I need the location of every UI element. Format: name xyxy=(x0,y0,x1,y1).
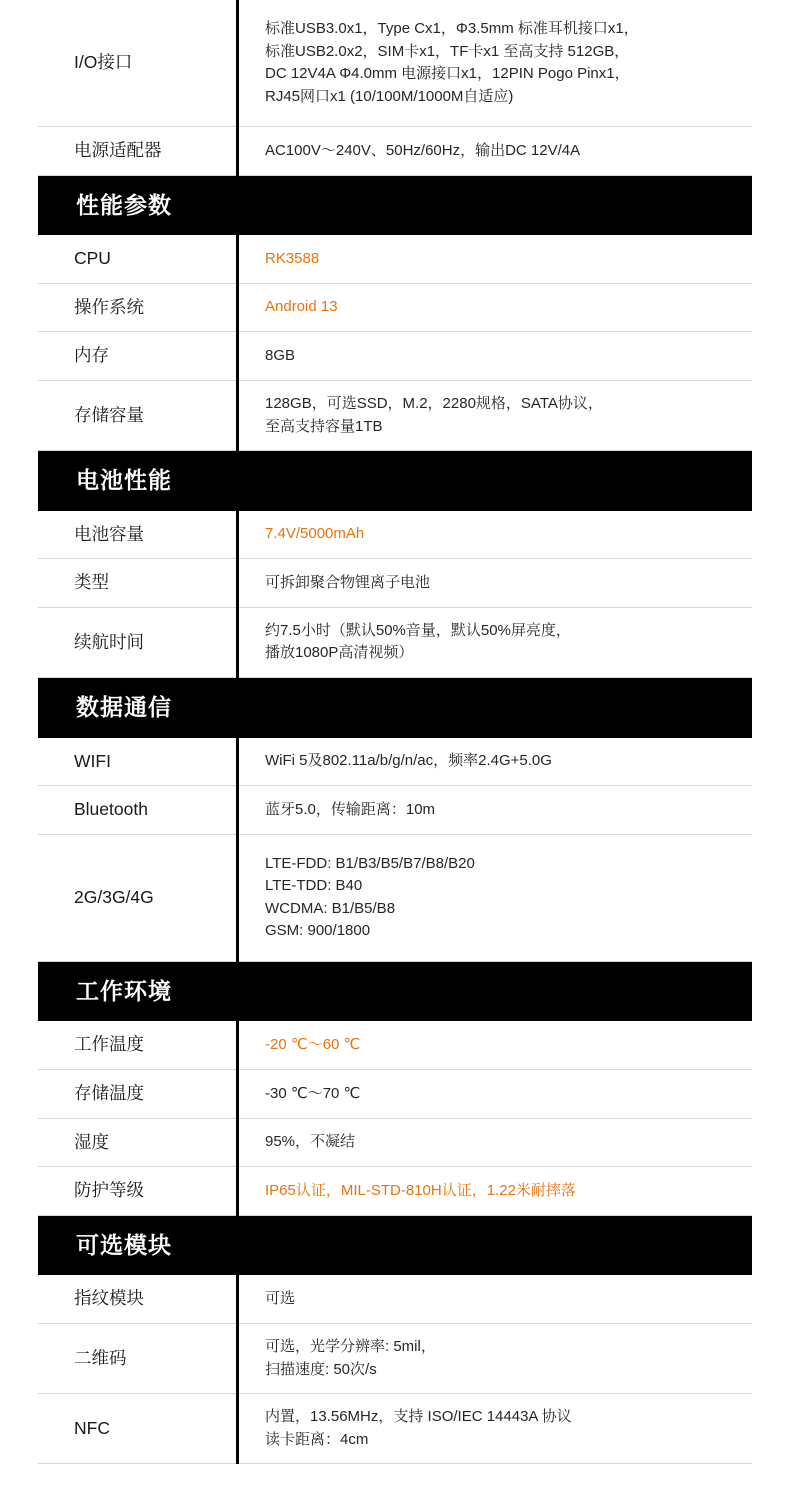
section-header-row xyxy=(38,677,752,737)
spec-label: 湿度 xyxy=(38,1118,236,1167)
spec-value xyxy=(239,0,752,127)
spec-value xyxy=(239,235,752,283)
section-header-row xyxy=(38,1215,752,1275)
spec-row xyxy=(38,332,752,381)
spec-value xyxy=(239,559,752,608)
spec-label: 防护等级 xyxy=(38,1167,236,1216)
spec-value xyxy=(239,1021,752,1069)
section-header-cell xyxy=(38,677,752,737)
spec-row xyxy=(38,0,752,127)
specification-table-body xyxy=(38,0,752,1464)
spec-value-line: 播放1080P高清视频） xyxy=(265,644,414,662)
spec-value-line: GSM: 900/1800 xyxy=(265,922,371,940)
spec-value xyxy=(239,1275,752,1323)
spec-label: 电源适配器 xyxy=(38,127,236,176)
spec-value-line: 7.4V/5000mAh xyxy=(265,525,365,543)
spec-value-line: -20 ℃～60 ℃ xyxy=(265,1035,361,1053)
spec-label: 类型 xyxy=(38,559,236,608)
specification-table xyxy=(38,0,752,1464)
spec-value xyxy=(239,511,752,559)
spec-value-line: 标准USB2.0x2，SIM卡x1，TF卡x1 至高支持 512GB， xyxy=(265,42,630,60)
section-header-row xyxy=(38,451,752,511)
spec-label: 指纹模块 xyxy=(38,1275,236,1323)
spec-row xyxy=(38,607,752,677)
spec-value-line: AC100V～240V、50Hz/60Hz，输出DC 12V/4A xyxy=(265,141,581,159)
section-title: 电池性能 xyxy=(76,467,172,494)
spec-value-line: LTE-TDD: B40 xyxy=(265,877,363,895)
spec-row xyxy=(38,381,752,451)
spec-value-line: Android 13 xyxy=(265,298,338,316)
section-header-row xyxy=(38,175,752,235)
spec-label: 二维码 xyxy=(38,1324,236,1394)
spec-row xyxy=(38,1021,752,1069)
spec-label: WIFI xyxy=(38,738,236,786)
spec-value-line: RK3588 xyxy=(265,249,320,267)
spec-label: 内存 xyxy=(38,332,236,381)
spec-value-line: 128GB，可选SSD，M.2，2280规格，SATA协议， xyxy=(265,395,603,413)
spec-value xyxy=(239,1324,752,1394)
spec-value-line: RJ45网口x1 (10/100M/1000M自适应) xyxy=(265,87,514,105)
spec-value-line: 可选，光学分辨率: 5mil， xyxy=(265,1338,436,1356)
spec-value-line: 读卡距离：4cm xyxy=(265,1430,369,1448)
section-title: 数据通信 xyxy=(76,693,172,720)
spec-value-line: 可选 xyxy=(265,1290,296,1308)
section-header-cell xyxy=(38,451,752,511)
spec-row xyxy=(38,1070,752,1119)
spec-value xyxy=(239,786,752,835)
spec-value-line: 约7.5小时（默认50%音量，默认50%屏亮度， xyxy=(265,621,571,639)
spec-label: 操作系统 xyxy=(38,283,236,332)
spec-label: CPU xyxy=(38,235,236,283)
spec-value-line: 8GB xyxy=(265,347,296,365)
section-header-row xyxy=(38,961,752,1021)
section-header-cell xyxy=(38,961,752,1021)
section-header-cell xyxy=(38,175,752,235)
spec-row xyxy=(38,127,752,176)
section-header-cell xyxy=(38,1215,752,1275)
spec-value-line: WCDMA: B1/B5/B8 xyxy=(265,899,396,917)
spec-label: 续航时间 xyxy=(38,607,236,677)
spec-row xyxy=(38,1167,752,1216)
spec-row xyxy=(38,559,752,608)
spec-value xyxy=(239,834,752,961)
section-title: 性能参数 xyxy=(76,191,172,218)
spec-value xyxy=(239,283,752,332)
spec-row xyxy=(38,786,752,835)
spec-value-line: -30 ℃～70 ℃ xyxy=(265,1084,361,1102)
spec-row xyxy=(38,1324,752,1394)
spec-value-line: 蓝牙5.0，传输距离：10m xyxy=(265,800,436,818)
spec-value-line: DC 12V4A Φ4.0mm 电源接口x1，12PIN Pogo Pinx1， xyxy=(265,65,630,82)
spec-row xyxy=(38,834,752,961)
spec-value xyxy=(239,1070,752,1119)
spec-label: 2G/3G/4G xyxy=(38,834,236,961)
spec-label: 存储容量 xyxy=(38,381,236,451)
spec-value-line: WiFi 5及802.11a/b/g/n/ac，频率2.4G+5.0G xyxy=(265,752,552,770)
section-title: 工作环境 xyxy=(76,977,172,1004)
spec-label: Bluetooth xyxy=(38,786,236,835)
spec-value-line: IP65认证，MIL-STD-810H认证，1.22米耐摔落 xyxy=(265,1181,576,1199)
spec-value xyxy=(239,332,752,381)
spec-value-line: 内置，13.56MHz，支持 ISO/IEC 14443A 协议 xyxy=(265,1408,572,1426)
spec-value xyxy=(239,607,752,677)
spec-label: 工作温度 xyxy=(38,1021,236,1069)
spec-row xyxy=(38,738,752,786)
spec-label: 电池容量 xyxy=(38,511,236,559)
spec-value-line: 95%，不凝结 xyxy=(265,1133,356,1151)
section-title: 可选模块 xyxy=(76,1231,172,1258)
spec-value-line: 可拆卸聚合物锂离子电池 xyxy=(265,573,431,591)
spec-value-line: 至高支持容量1TB xyxy=(265,417,383,435)
spec-value xyxy=(239,1394,752,1464)
spec-row xyxy=(38,1394,752,1464)
spec-row xyxy=(38,1275,752,1323)
spec-value xyxy=(239,738,752,786)
spec-value xyxy=(239,1167,752,1216)
spec-value xyxy=(239,381,752,451)
spec-row xyxy=(38,283,752,332)
spec-label: I/O接口 xyxy=(38,0,236,127)
spec-row xyxy=(38,1118,752,1167)
spec-value xyxy=(239,1118,752,1167)
spec-value xyxy=(239,127,752,176)
spec-row xyxy=(38,511,752,559)
spec-value-line: 标准USB3.0x1，Type Cx1，Φ3.5mm 标准耳机接口x1， xyxy=(265,20,639,37)
spec-value-line: LTE-FDD: B1/B3/B5/B7/B8/B20 xyxy=(265,854,475,872)
spec-label: NFC xyxy=(38,1394,236,1464)
spec-label: 存储温度 xyxy=(38,1070,236,1119)
spec-value-line: 扫描速度: 50次/s xyxy=(265,1360,377,1378)
spec-row xyxy=(38,235,752,283)
